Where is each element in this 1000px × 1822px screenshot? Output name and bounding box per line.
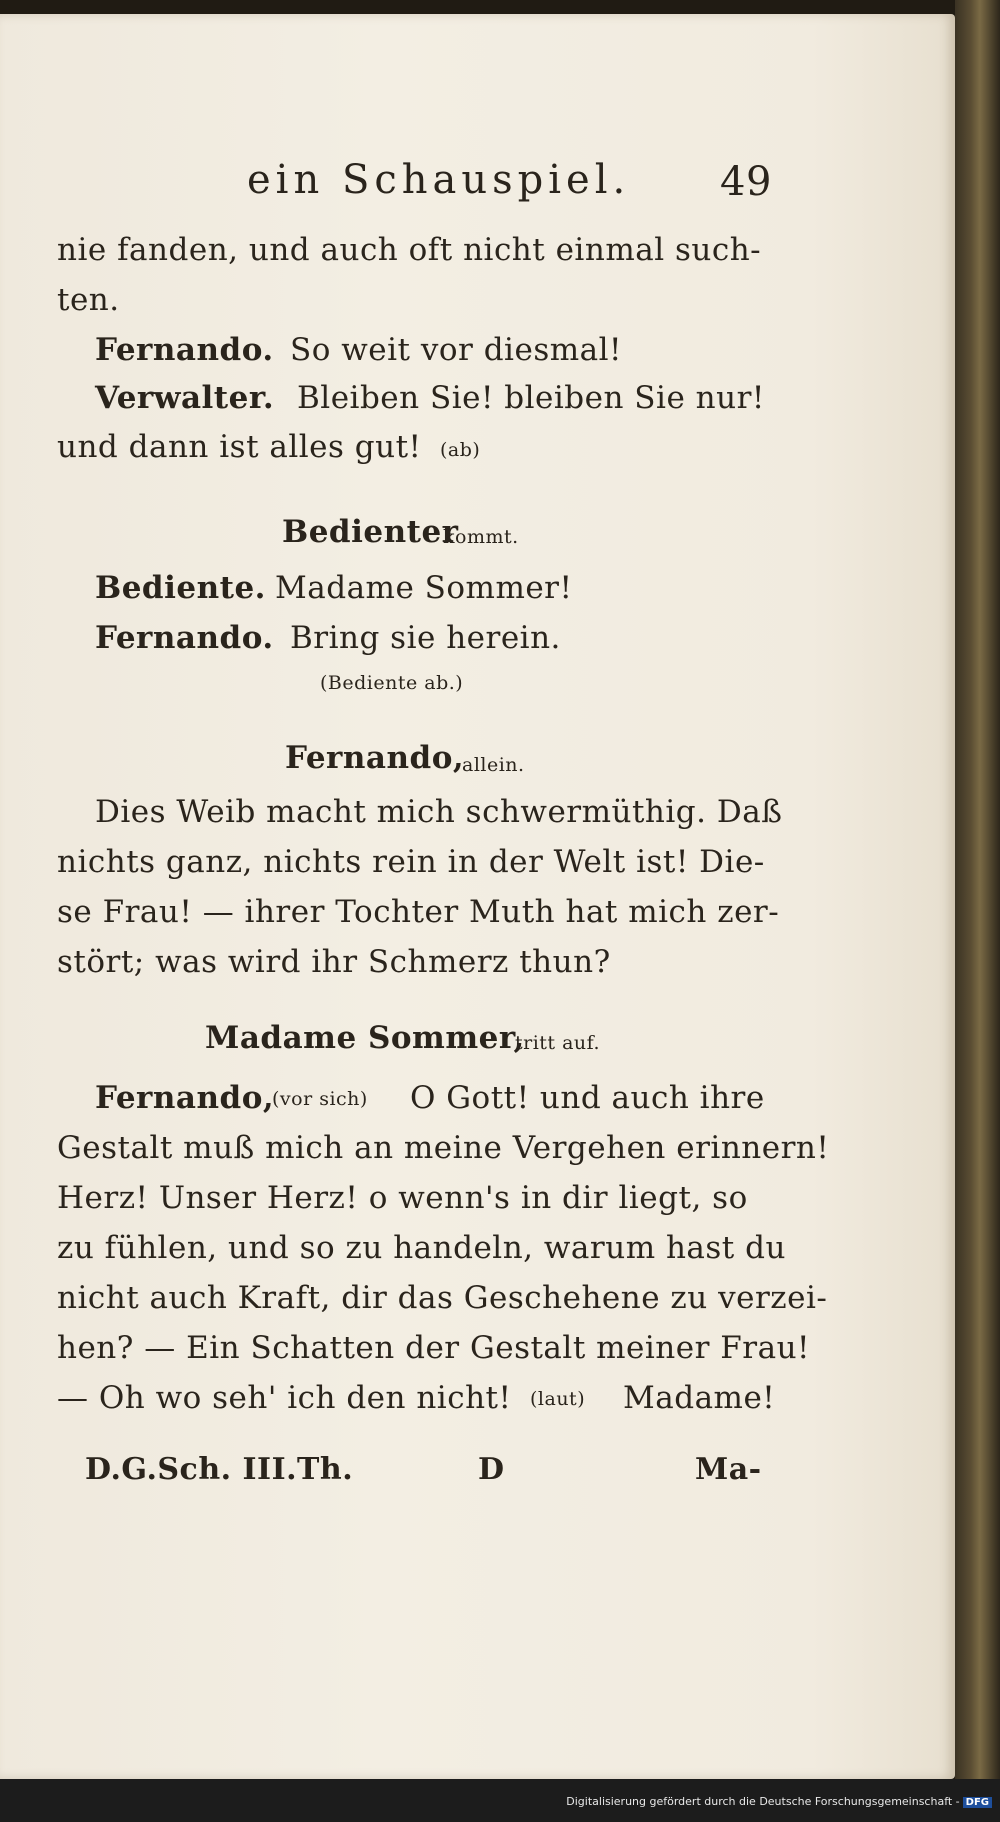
text-line: nicht auch Kraft, dir das Geschehene zu verzei- (57, 1280, 828, 1316)
text-line: zu fühlen, und so zu handeln, warum hast du (57, 1230, 786, 1266)
text-line: Dies Weib macht mich schwermüthig. Daß (95, 794, 783, 830)
stage-direction: (ab) (440, 439, 481, 461)
sheet-mark: D (478, 1452, 505, 1487)
page-number: 49 (720, 159, 772, 205)
text-line: Madame! (623, 1380, 776, 1416)
stage-direction: (vor sich) (272, 1088, 368, 1110)
book-page (0, 14, 955, 1779)
catchword: Ma- (695, 1452, 762, 1487)
stage-direction: kommt. (443, 526, 519, 548)
speaker-name: Bediente. (95, 570, 266, 606)
speaker-name: Fernando, (95, 1080, 275, 1116)
running-title: ein Schauspiel. (247, 157, 631, 203)
speaker-name: Fernando. (95, 332, 274, 368)
stage-direction: tritt auf. (515, 1032, 601, 1054)
text-line: se Frau! — ihrer Tochter Muth hat mich zer- (57, 894, 780, 930)
text-line: hen? — Ein Schatten der Gestalt meiner Frau! (57, 1330, 811, 1366)
stage-direction: (Bediente ab.) (320, 672, 464, 694)
book-edge (955, 0, 1000, 1780)
scene-heading: Fernando, (285, 740, 465, 776)
dfg-logo: DFG (963, 1797, 992, 1808)
speech-text: So weit vor diesmal! (290, 332, 622, 368)
text-line: O Gott! und auch ihre (410, 1080, 765, 1116)
text-line: nichts ganz, nichts rein in der Welt ist! Die- (57, 844, 765, 880)
speech-text: und dann ist alles gut! (57, 429, 422, 465)
text-line: ten. (57, 282, 120, 318)
speech-text: Bring sie herein. (290, 620, 561, 656)
stage-direction: (laut) (530, 1388, 586, 1410)
text-line: stört; was wird ihr Schmerz thun? (57, 944, 611, 980)
speaker-name: Fernando. (95, 620, 274, 656)
credit-text: Digitalisierung gefördert durch die Deutsche Forschungsgemeinschaft - (566, 1795, 960, 1808)
signature-mark: D.G.Sch. III.Th. (85, 1452, 354, 1487)
text-line: Herz! Unser Herz! o wenn's in dir liegt, so (57, 1180, 748, 1216)
digitization-credit (566, 1795, 992, 1808)
speech-text: Bleiben Sie! bleiben Sie nur! (297, 380, 765, 416)
speech-text: Madame Sommer! (275, 570, 573, 606)
speaker-name: Verwalter. (95, 380, 275, 416)
scene-heading: Madame Sommer, (205, 1020, 525, 1056)
stage-direction: allein. (462, 754, 525, 776)
text-line: nie fanden, und auch oft nicht einmal such- (57, 232, 762, 268)
text-line: Gestalt muß mich an meine Vergehen erinnern! (57, 1130, 830, 1166)
text-line: — Oh wo seh' ich den nicht! (57, 1380, 512, 1416)
scene-heading: Bedienter (282, 514, 459, 550)
